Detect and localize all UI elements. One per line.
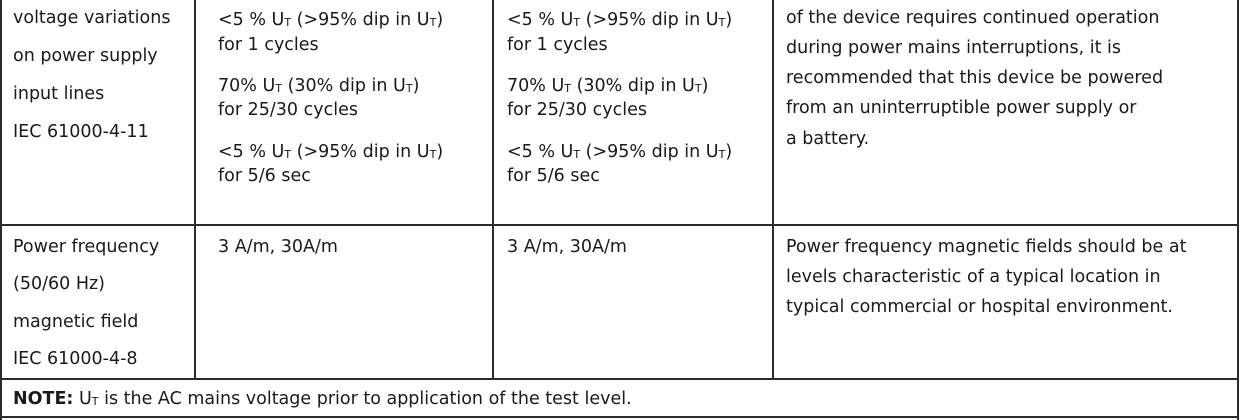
test-level-line: <5 % $U_T$ (>95% dip in $U_T$)	[218, 142, 444, 162]
column-divider-3	[772, 0, 774, 379]
column-divider-2	[492, 0, 494, 379]
compliance-level-value: 3 A/m, 30A/m	[507, 237, 627, 257]
test-level-line: <5 % $U_T$ (>95% dip in $U_T$)	[218, 10, 444, 30]
table-bottom-border	[0, 416, 1239, 418]
test-level-value: 3 A/m, 30A/m	[218, 237, 338, 257]
guidance-line: levels characteristic of a typical location in	[786, 267, 1161, 287]
phenomenon-line: on power supply	[13, 46, 158, 66]
note-label: NOTE:	[13, 389, 74, 409]
phenomenon-line: voltage variations	[13, 8, 171, 28]
guidance-line: of the device requires continued operation	[786, 8, 1160, 28]
test-level-duration: for 1 cycles	[218, 35, 319, 55]
test-level-line: 70% $U_T$ (30% dip in $U_T$)	[218, 76, 420, 96]
compliance-level-line: 70% $U_T$ (30% dip in $U_T$)	[507, 76, 709, 96]
compliance-level-line: <5 % $U_T$ (>95% dip in $U_T$)	[507, 10, 733, 30]
phenomenon-line: IEC 61000-4-8	[13, 349, 138, 369]
table-left-border	[0, 0, 2, 420]
compliance-level-duration: for 5/6 sec	[507, 166, 600, 186]
phenomenon-line: input lines	[13, 84, 105, 104]
guidance-line: a battery.	[786, 129, 870, 149]
guidance-line: during power mains interruptions, it is	[786, 38, 1121, 58]
compliance-level-duration: for 1 cycles	[507, 35, 608, 55]
row-divider-2	[0, 378, 1239, 380]
compliance-level-duration: for 25/30 cycles	[507, 100, 647, 120]
guidance-line: recommended that this device be powered	[786, 68, 1164, 88]
compliance-level-line: <5 % $U_T$ (>95% dip in $U_T$)	[507, 142, 733, 162]
phenomenon-line: Power frequency	[13, 237, 160, 257]
guidance-line: Power frequency magnetic fields should be at	[786, 237, 1187, 257]
phenomenon-line: magnetic field	[13, 312, 139, 332]
test-level-duration: for 25/30 cycles	[218, 100, 358, 120]
table-right-border	[1237, 0, 1239, 420]
guidance-line: from an uninterruptible power supply or	[786, 98, 1137, 118]
table-note: NOTE: $U_T$ is the AC mains voltage prior to application of the test level.	[13, 389, 632, 409]
guidance-line: typical commercial or hospital environment.	[786, 297, 1173, 317]
phenomenon-line: (50/60 Hz)	[13, 274, 105, 294]
row-divider-1	[0, 224, 1239, 226]
phenomenon-line: IEC 61000-4-11	[13, 122, 149, 142]
column-divider-1	[194, 0, 196, 379]
test-level-duration: for 5/6 sec	[218, 166, 311, 186]
